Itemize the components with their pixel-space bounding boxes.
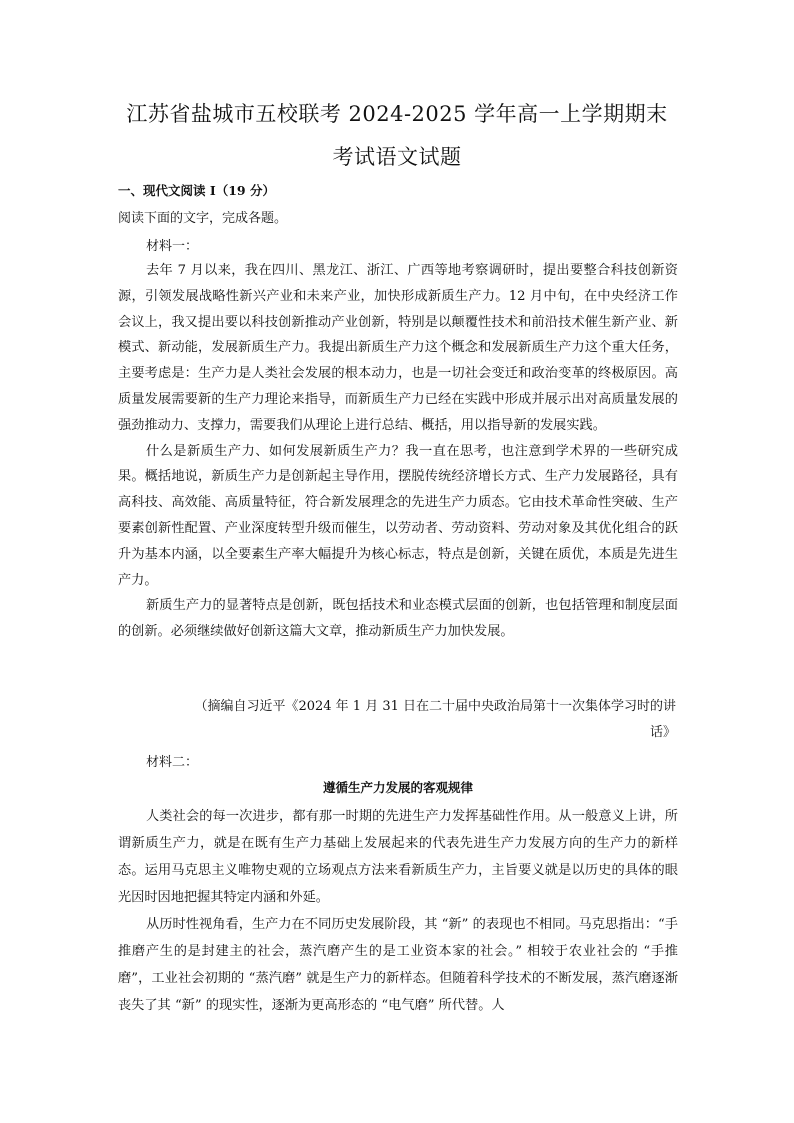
material-1-paragraph: 什么是新质生产力、如何发展新质生产力？我一直在思考，也注意到学术界的一些研究成果。概括地说，新质生产力是创新起主导作用，摆脱传统经济增长方式、生产力发展路径，具有高科技、高效能、高质量特征，符合新发展理念的先进生产力质态。它由技术革命性突破、生产要素创新性配置、产业深度转型升级而催生，以劳动者、劳动资料、劳动对象及其优化组合的跃升为基本内涵，以全要素生产率大幅提升为核心标志，特点是创新，关键在质优，本质是先进生产力。 bbox=[118, 443, 678, 588]
section-heading: 一、现代文阅读 I（19 分） bbox=[118, 183, 275, 198]
material-1-label: 材料一： bbox=[146, 239, 199, 254]
instruction-text: 阅读下面的文字，完成各题。 bbox=[118, 211, 288, 226]
material-2-body bbox=[118, 803, 678, 1019]
material-2-paragraph: 从历时性视角看，生产力在不同历史发展阶段，其 “新” 的表现也不相同。马克思指出：“手推磨产生的是封建主的社会，蒸汽磨产生的是工业资本家的社会。” 相较于农业社会的 “手推磨”，工业社会初期的 “蒸汽磨” 就是生产力的新样态。但随着科学技术的不断发展，蒸汽磨逐渐丧失了其 “新” 的现实性，逐渐为更高形态的 “电气磨” 所代替。人 bbox=[118, 917, 678, 1013]
material-1-body bbox=[118, 258, 678, 645]
material-1-source-citation: （摘编自习近平《2024 年 1 月 31 日在二十届中央政治局第十一次集体学习时的讲话》 bbox=[194, 699, 676, 740]
material-2-subtitle: 遵循生产力发展的客观规律 bbox=[322, 780, 473, 795]
document-title-line-1: 江苏省盐城市五校联考 2024-2025 学年高一上学期期末 bbox=[126, 102, 668, 126]
material-2-label: 材料二： bbox=[146, 755, 199, 770]
document-title-line-2: 考试语文试题 bbox=[332, 145, 462, 169]
material-1-paragraph: 新质生产力的显著特点是创新，既包括技术和业态模式层面的创新，也包括管理和制度层面的创新。必须继续做好创新这篇大文章，推动新质生产力加快发展。 bbox=[118, 598, 678, 640]
material-1-paragraph: 去年 7 月以来，我在四川、黑龙江、浙江、广西等地考察调研时，提出要整合科技创新资源，引领发展战略性新兴产业和未来产业，加快形成新质生产力。12 月中旬，在中央经济工作会议上，我又提出要以科技创新推动产业创新，特别是以颠覆性技术和前沿技术催生新产业、新模式、新动能，发展新质生产力。我提出新质生产力这个概念和发展新质生产力这个重大任务，主要考虑是：生产力是人类社会发展的根本动力，也是一切社会变迁和政治变革的终极原因。高质量发展需要新的生产力理论来指导，而新质生产力已经在实践中形成并展示出对高质量发展的强劲推动力、支撑力，需要我们从理论上进行总结、概括，用以指导新的发展实践。 bbox=[118, 263, 678, 433]
material-2-paragraph: 人类社会的每一次进步，都有那一时期的先进生产力发挥基础性作用。从一般意义上讲，所谓新质生产力，就是在既有生产力基础上发展起来的代表先进生产力发展方向的生产力的新样态。运用马克思主义唯物史观的立场观点方法来看新质生产力，主旨要义就是以历史的具体的眼光因时因地把握其特定内涵和外延。 bbox=[118, 809, 678, 905]
